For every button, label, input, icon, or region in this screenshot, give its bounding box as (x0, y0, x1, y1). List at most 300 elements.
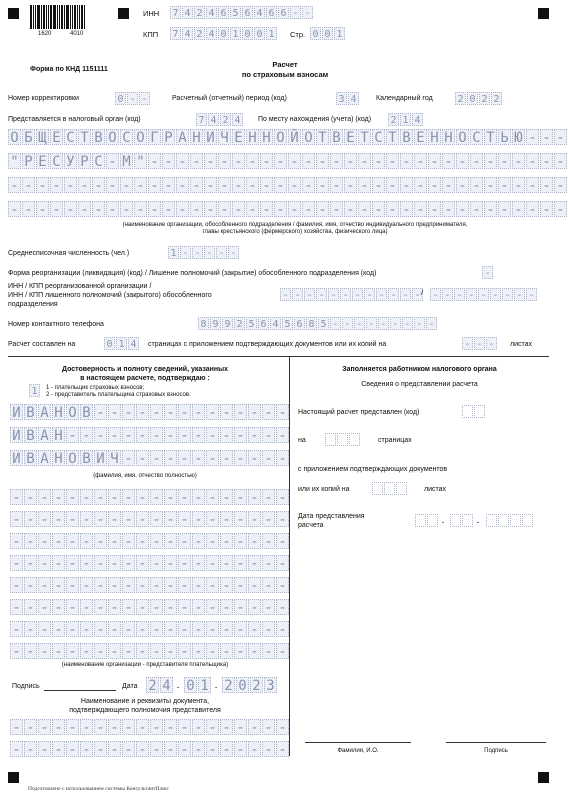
submit-dot-2: . (477, 516, 480, 525)
char-cell: - (386, 153, 399, 169)
char-cell: - (148, 177, 161, 193)
char-cell: - (150, 599, 163, 615)
char-cell: - (164, 489, 177, 505)
char-cell: - (66, 511, 79, 527)
char-cell: - (136, 511, 149, 527)
char-cell: 2 (479, 92, 490, 105)
char-cell: - (246, 201, 259, 217)
char-cell: 6 (294, 317, 305, 330)
char-cell: - (122, 404, 135, 420)
char-cell: - (178, 555, 191, 571)
char-cell: - (206, 511, 219, 527)
char-cell: - (234, 577, 247, 593)
char-cell: - (38, 643, 51, 659)
char-cell: - (330, 177, 343, 193)
char-cell: - (206, 404, 219, 420)
char-cell: - (276, 621, 289, 637)
char-cell: - (10, 621, 23, 637)
period-label: Расчетный (отчетный) период (код) (172, 95, 287, 102)
char-cell: - (192, 599, 205, 615)
char-cell: - (470, 201, 483, 217)
char-cell: - (262, 643, 275, 659)
char-cell: 0 (467, 92, 478, 105)
char-cell: У (64, 153, 77, 169)
reorg-cells (482, 266, 494, 279)
char-cell: 0 (242, 27, 253, 40)
char-cell: В (24, 427, 37, 443)
char-cell: - (342, 317, 353, 330)
char-cell: С (372, 129, 385, 145)
char-cell: - (292, 288, 303, 301)
char-cell: - (192, 489, 205, 505)
char-cell (462, 405, 473, 418)
char-cell: - (52, 599, 65, 615)
year-label: Календарный год (376, 95, 433, 102)
char-cell: 4 (160, 677, 173, 693)
char-cell: - (234, 533, 247, 549)
char-cell: - (38, 719, 51, 735)
char-cell: - (136, 577, 149, 593)
char-cell: - (234, 511, 247, 527)
char-cell: - (248, 555, 261, 571)
char-cell (510, 514, 521, 527)
char-cell: - (220, 643, 233, 659)
char-cell: - (204, 153, 217, 169)
location-cells (388, 113, 424, 126)
char-cell: - (150, 450, 163, 466)
org-name-row-2 (8, 153, 568, 169)
char-cell: - (228, 246, 239, 259)
char-cell: В (80, 450, 93, 466)
char-cell: - (108, 741, 121, 757)
char-cell: - (262, 404, 275, 420)
char-cell: 0 (236, 677, 249, 693)
char-cell: - (178, 599, 191, 615)
char-cell: - (106, 177, 119, 193)
char-cell: - (206, 427, 219, 443)
char-cell: - (10, 577, 23, 593)
char-cell: - (414, 177, 427, 193)
char-cell: - (204, 177, 217, 193)
char-cell: - (150, 404, 163, 420)
char-cell: - (248, 404, 261, 420)
char-cell: - (66, 643, 79, 659)
officer-sign-label: Подпись (484, 748, 508, 754)
char-cell: - (94, 599, 107, 615)
char-cell: - (136, 450, 149, 466)
char-cell: 5 (246, 317, 257, 330)
char-cell: - (248, 719, 261, 735)
char-cell: - (164, 621, 177, 637)
tax-officer-title: Заполняется работником налогового органа (342, 366, 497, 373)
char-cell: И (94, 450, 107, 466)
char-cell: 8 (306, 317, 317, 330)
char-cell: Щ (36, 129, 49, 145)
left-sign-label: Подпись (12, 683, 40, 690)
submit-year-cells (486, 514, 534, 527)
char-cell: - (38, 599, 51, 615)
char-cell: Н (442, 129, 455, 145)
char-cell: - (150, 741, 163, 757)
char-cell: - (24, 489, 37, 505)
char-cell: - (127, 92, 138, 105)
char-cell: - (234, 719, 247, 735)
char-cell: Н (428, 129, 441, 145)
char-cell: - (344, 177, 357, 193)
char-cell: - (178, 450, 191, 466)
char-cell: - (94, 577, 107, 593)
char-cell: - (66, 489, 79, 505)
char-cell: - (470, 177, 483, 193)
char-cell: - (108, 427, 121, 443)
char-cell: - (162, 201, 175, 217)
char-cell: - (276, 427, 289, 443)
char-cell: 4 (232, 113, 243, 126)
char-cell: - (220, 621, 233, 637)
date-submit-label-1: Дата представления (298, 513, 365, 520)
char-cell: - (490, 288, 501, 301)
footer-note: Подготовлено с использованием системы КонсультантПлюс (28, 786, 169, 792)
char-cell: - (162, 177, 175, 193)
char-cell: - (150, 719, 163, 735)
slash-separator: / (421, 288, 424, 297)
char-cell: - (262, 621, 275, 637)
char-cell: - (276, 577, 289, 593)
reorg-inn-cells (280, 288, 424, 301)
char-cell: 2 (222, 677, 235, 693)
char-cell: 4 (182, 27, 193, 40)
char-cell: - (10, 555, 23, 571)
char-cell: - (136, 741, 149, 757)
char-cell: - (316, 201, 329, 217)
char-cell: - (428, 177, 441, 193)
char-cell: - (234, 489, 247, 505)
char-cell: О (106, 129, 119, 145)
char-cell: Ч (108, 450, 121, 466)
correction-cells (115, 92, 151, 105)
char-cell: 5 (318, 317, 329, 330)
char-cell: - (220, 577, 233, 593)
char-cell: - (354, 317, 365, 330)
char-cell: - (234, 450, 247, 466)
char-cell: 7 (170, 27, 181, 40)
char-cell: - (248, 533, 261, 549)
char-cell: - (24, 643, 37, 659)
inn-cells (170, 6, 314, 19)
char-cell: Н (190, 129, 203, 145)
char-cell: 8 (198, 317, 209, 330)
char-cell: - (36, 177, 49, 193)
char-cell: 3 (264, 677, 277, 693)
char-cell: - (554, 153, 567, 169)
char-cell: - (122, 511, 135, 527)
char-cell: 0 (218, 27, 229, 40)
char-cell (486, 514, 497, 527)
char-cell: - (372, 177, 385, 193)
char-cell: - (262, 533, 275, 549)
char-cell: - (554, 129, 567, 145)
char-cell: 2 (194, 27, 205, 40)
char-cell: - (164, 599, 177, 615)
char-cell: - (526, 201, 539, 217)
char-cell: - (206, 643, 219, 659)
org-name-caption-1: (наименование организации, обособленного подразделения / фамилия, имя, отчество индивидуального предпринимателя, (122, 222, 468, 228)
char-cell: В (80, 404, 93, 420)
char-cell: - (442, 288, 453, 301)
char-cell: - (164, 555, 177, 571)
char-cell: - (136, 427, 149, 443)
char-cell (384, 482, 395, 495)
char-cell: - (248, 489, 261, 505)
char-cell: - (94, 511, 107, 527)
char-cell: - (246, 153, 259, 169)
char-cell: 3 (336, 92, 347, 105)
char-cell: 7 (196, 113, 207, 126)
char-cell: В (24, 404, 37, 420)
char-cell: - (526, 177, 539, 193)
char-cell: - (52, 511, 65, 527)
char-cell: - (364, 288, 375, 301)
signer-option-1: 1 - плательщик страховых взносов; (46, 385, 145, 391)
char-cell: - (66, 427, 79, 443)
char-cell (325, 433, 336, 446)
char-cell: 2 (220, 113, 231, 126)
section-divider (8, 356, 549, 357)
char-cell: - (150, 621, 163, 637)
page-cells (310, 27, 346, 40)
char-cell: - (302, 6, 313, 19)
date-dot-2: . (215, 681, 218, 690)
submit-dot-1: . (442, 516, 445, 525)
char-cell: - (248, 450, 261, 466)
char-cell: О (66, 450, 79, 466)
char-cell: - (139, 92, 150, 105)
org-name-row-1 (8, 129, 568, 145)
char-cell: - (66, 577, 79, 593)
sheets-cells (462, 337, 498, 350)
char-cell: Й (288, 129, 301, 145)
char-cell: - (136, 599, 149, 615)
char-cell: - (108, 599, 121, 615)
char-cell: - (262, 741, 275, 757)
char-cell: - (206, 450, 219, 466)
char-cell: - (108, 719, 121, 735)
char-cell: - (262, 427, 275, 443)
char-cell: - (64, 201, 77, 217)
char-cell: - (66, 599, 79, 615)
char-cell: С (470, 129, 483, 145)
char-cell: - (24, 599, 37, 615)
char-cell: 6 (278, 6, 289, 19)
char-cell: - (192, 577, 205, 593)
char-cell: " (134, 153, 147, 169)
with-docs-label: с приложением подтверждающих документов (298, 466, 448, 473)
char-cell: - (390, 317, 401, 330)
officer-pages-label: страницах (378, 437, 412, 444)
char-cell: - (462, 337, 473, 350)
char-cell: - (316, 288, 327, 301)
on-label: на (298, 437, 306, 444)
char-cell: - (92, 177, 105, 193)
left-sign-line (44, 690, 116, 691)
char-cell (396, 482, 407, 495)
char-cell: - (304, 288, 315, 301)
char-cell: - (108, 621, 121, 637)
char-cell: - (66, 621, 79, 637)
char-cell: - (164, 404, 177, 420)
char-cell: - (164, 741, 177, 757)
char-cell: - (122, 741, 135, 757)
char-cell: 0 (115, 92, 126, 105)
name-cells (10, 427, 290, 443)
char-cell: - (400, 288, 411, 301)
char-cell: - (94, 741, 107, 757)
char-cell: О (456, 129, 469, 145)
char-cell: И (10, 450, 23, 466)
page-label: Стр. (290, 30, 306, 39)
char-cell (349, 433, 360, 446)
char-cell: - (164, 643, 177, 659)
char-cell: Е (50, 129, 63, 145)
char-cell: - (150, 643, 163, 659)
location-label: По месту нахождения (учета) (код) (258, 116, 372, 123)
char-cell: - (24, 621, 37, 637)
char-cell: - (80, 489, 93, 505)
char-cell: - (426, 317, 437, 330)
char-cell: - (176, 177, 189, 193)
char-cell: 2 (455, 92, 466, 105)
char-cell: - (192, 643, 205, 659)
char-cell: - (24, 577, 37, 593)
char-cell: И (10, 404, 23, 420)
submission-subtitle: Сведения о представлении расчета (361, 381, 478, 388)
reorg-kpp-cells (430, 288, 538, 301)
char-cell: - (262, 719, 275, 735)
char-cell: - (162, 153, 175, 169)
char-cell: - (192, 621, 205, 637)
char-cell: - (248, 643, 261, 659)
char-cell: - (192, 427, 205, 443)
doc-row-2 (10, 741, 290, 757)
char-cell: - (80, 741, 93, 757)
char-cell: - (248, 741, 261, 757)
char-cell: - (10, 489, 23, 505)
char-cell: - (248, 427, 261, 443)
char-cell: - (108, 489, 121, 505)
char-cell: - (220, 533, 233, 549)
confirm-title-1: Достоверность и полноту сведений, указанных (62, 366, 228, 373)
char-cell: - (192, 741, 205, 757)
phone-label: Номер контактного телефона (8, 321, 104, 328)
char-cell: Г (148, 129, 161, 145)
officer-fio-line (305, 742, 411, 743)
char-cell: - (234, 643, 247, 659)
char-cell: 4 (412, 113, 423, 126)
period-cells (336, 92, 360, 105)
char-cell: - (24, 533, 37, 549)
char-cell: - (122, 555, 135, 571)
char-cell: - (80, 511, 93, 527)
char-cell: - (122, 450, 135, 466)
corner-marker-top-left (8, 8, 19, 19)
char-cell: - (220, 555, 233, 571)
char-cell: - (340, 288, 351, 301)
inn-kpp-reorg-label-2: ИНН / КПП лишенного полномочий (закрытого) обособленного (8, 292, 212, 299)
char-cell: - (108, 555, 121, 571)
char-cell: А (176, 129, 189, 145)
char-cell: Н (260, 129, 273, 145)
char-cell: - (24, 555, 37, 571)
char-cell: - (164, 719, 177, 735)
char-cell: - (276, 489, 289, 505)
char-cell: - (80, 577, 93, 593)
char-cell (415, 514, 426, 527)
char-cell: - (234, 427, 247, 443)
knd-form-code: Форма по КНД 1151111 (30, 66, 108, 73)
char-cell: - (400, 177, 413, 193)
copies-label: или их копий на (298, 486, 350, 493)
pages-suffix: страницах с приложением подтверждающих документов или их копий на (148, 341, 387, 348)
barcode-number-left: 1620 (38, 31, 52, 37)
char-cell: - (232, 177, 245, 193)
char-cell: - (262, 599, 275, 615)
doc-row-1 (10, 719, 290, 735)
char-cell: 1 (116, 337, 127, 350)
date-label: Дата (122, 683, 138, 690)
submit-day-cells (415, 514, 439, 527)
char-cell: - (206, 621, 219, 637)
rep-org-row-3 (10, 533, 290, 549)
tax-organ-cells (196, 113, 244, 126)
char-cell: - (204, 201, 217, 217)
char-cell: - (136, 489, 149, 505)
char-cell: М (120, 153, 133, 169)
char-cell: - (134, 177, 147, 193)
officer-fio-label: Фамилия, И.О. (337, 748, 379, 754)
char-cell: - (220, 489, 233, 505)
char-cell: - (276, 719, 289, 735)
char-cell: - (386, 177, 399, 193)
char-cell: - (192, 511, 205, 527)
char-cell: - (108, 643, 121, 659)
char-cell: - (94, 643, 107, 659)
char-cell: - (38, 577, 51, 593)
rep-org-row-7 (10, 621, 290, 637)
char-cell: - (316, 177, 329, 193)
char-cell: - (276, 643, 289, 659)
char-cell: - (10, 741, 23, 757)
char-cell: - (454, 288, 465, 301)
char-cell: С (120, 129, 133, 145)
org-name-caption-2: главы крестьянского (фермерского) хозяйства, физического лица) (202, 229, 388, 235)
char-cell: 4 (182, 6, 193, 19)
char-cell: - (136, 404, 149, 420)
date-dot-1: . (177, 681, 180, 690)
char-cell: " (8, 153, 21, 169)
char-cell: Ч (218, 129, 231, 145)
char-cell: - (220, 719, 233, 735)
char-cell: - (148, 201, 161, 217)
char-cell: - (178, 533, 191, 549)
char-cell: - (120, 201, 133, 217)
char-cell: Р (162, 129, 175, 145)
char-cell: - (204, 246, 215, 259)
fio-caption: (фамилия, имя, отчество полностью) (93, 473, 197, 479)
char-cell: О (8, 129, 21, 145)
char-cell: - (50, 177, 63, 193)
char-cell: - (22, 201, 35, 217)
char-cell: И (204, 129, 217, 145)
